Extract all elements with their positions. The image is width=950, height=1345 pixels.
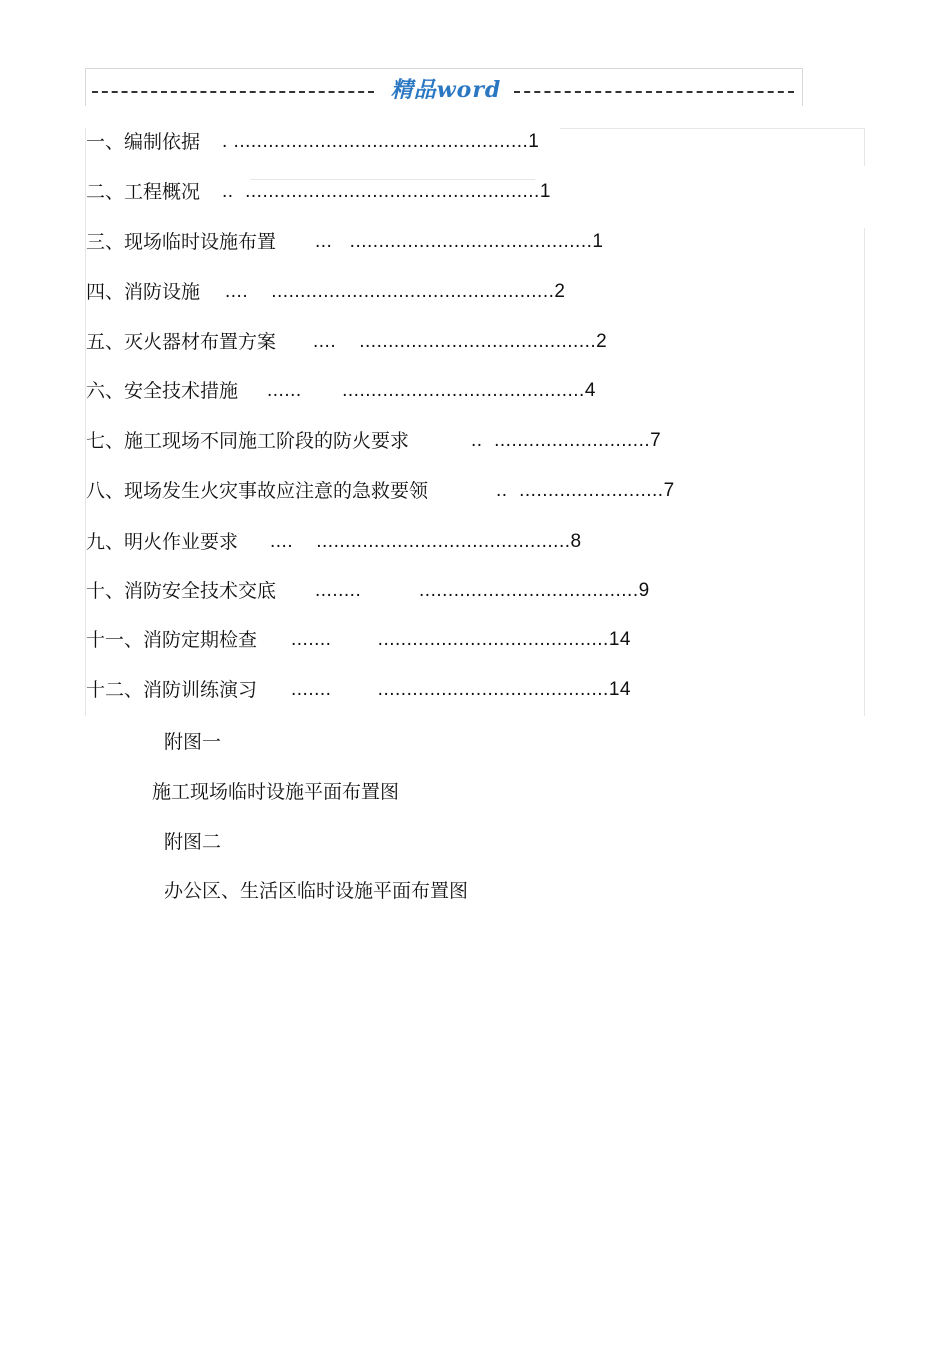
frame-line-top	[560, 128, 865, 129]
header-dashed-rule-right	[514, 91, 794, 93]
toc-entry[interactable]	[86, 330, 608, 354]
toc-entry[interactable]	[86, 429, 662, 453]
toc-entry-page-number: 14	[608, 679, 631, 700]
toc-entry-leader: .... ............................................8	[270, 531, 582, 552]
toc-entry[interactable]	[86, 530, 582, 554]
toc-entry-page-number: 2	[596, 331, 608, 352]
toc-entry-leader: ...... ..........................................4	[267, 380, 596, 401]
toc-entry-leader: .. .........................7	[496, 480, 675, 501]
toc-entry-title: 十、消防安全技术交底	[86, 580, 277, 602]
toc-entry[interactable]	[86, 130, 540, 154]
toc-entry-title: 六、安全技术措施	[86, 380, 239, 402]
toc-entry-leader: ... ..........................................1	[315, 231, 604, 252]
toc-entry-leader: ....... ........................................14	[291, 629, 631, 650]
header-watermark-label: 精品word	[390, 77, 502, 103]
toc-entry-page-number: 8	[570, 531, 582, 552]
toc-entry-title: 四、消防设施	[86, 281, 201, 303]
toc-entry-page-number: 1	[528, 131, 540, 152]
toc-entry-page-number: 2	[554, 281, 566, 302]
toc-entry-page-number: 14	[608, 629, 631, 650]
toc-entry-page-number: 1	[592, 231, 604, 252]
toc-entry[interactable]	[86, 579, 650, 603]
frame-line-right	[864, 228, 865, 716]
toc-entry[interactable]	[86, 180, 551, 204]
toc-entry-title: 十一、消防定期检查	[86, 629, 258, 651]
page-header	[85, 68, 803, 106]
toc-entry-page-number: 4	[584, 380, 596, 401]
toc-entry-page-number: 7	[650, 430, 662, 451]
toc-entry-title: 八、现场发生火灾事故应注意的急救要领	[86, 480, 429, 502]
header-dashed-rule-left	[92, 91, 374, 93]
toc-entry-page-number: 9	[638, 580, 650, 601]
toc-entry-title: 十二、消防训练演习	[86, 679, 258, 701]
toc-entry-leader: ........ ......................................9	[315, 580, 650, 601]
appendix-fig2-label: 附图二	[164, 831, 222, 853]
toc-entry-leader: ....... ........................................14	[291, 679, 631, 700]
toc-entry[interactable]	[86, 379, 596, 403]
toc-entry-page-number: 1	[539, 181, 551, 202]
toc-entry-leader: .... .................................................2	[225, 281, 566, 302]
toc-entry-title: 九、明火作业要求	[86, 531, 239, 553]
toc-entry[interactable]	[86, 479, 675, 503]
appendix-fig1-title: 施工现场临时设施平面布置图	[152, 781, 400, 803]
toc-entry-leader: .. ...................................................1	[222, 181, 551, 202]
toc-entry-title: 二、工程概况	[86, 181, 201, 203]
toc-entry-leader: . ...................................................1	[222, 131, 540, 152]
appendix-fig2-title: 办公区、生活区临时设施平面布置图	[164, 880, 469, 902]
toc-entry-title: 七、施工现场不同施工阶段的防火要求	[86, 430, 410, 452]
toc-entry[interactable]	[86, 280, 566, 304]
toc-entry-title: 五、灭火器材布置方案	[86, 331, 277, 353]
toc-entry-page-number: 7	[663, 480, 675, 501]
toc-entry-leader: .... .........................................2	[313, 331, 608, 352]
toc-entry[interactable]	[86, 628, 631, 652]
toc-entry[interactable]	[86, 230, 604, 254]
appendix-fig1-label: 附图一	[164, 731, 222, 753]
frame-line-right-upper	[864, 128, 865, 166]
toc-entry-title: 三、现场临时设施布置	[86, 231, 277, 253]
toc-entry-leader: .. ...........................7	[471, 430, 662, 451]
toc-entry[interactable]	[86, 678, 631, 702]
toc-entry-title: 一、编制依据	[86, 131, 201, 153]
